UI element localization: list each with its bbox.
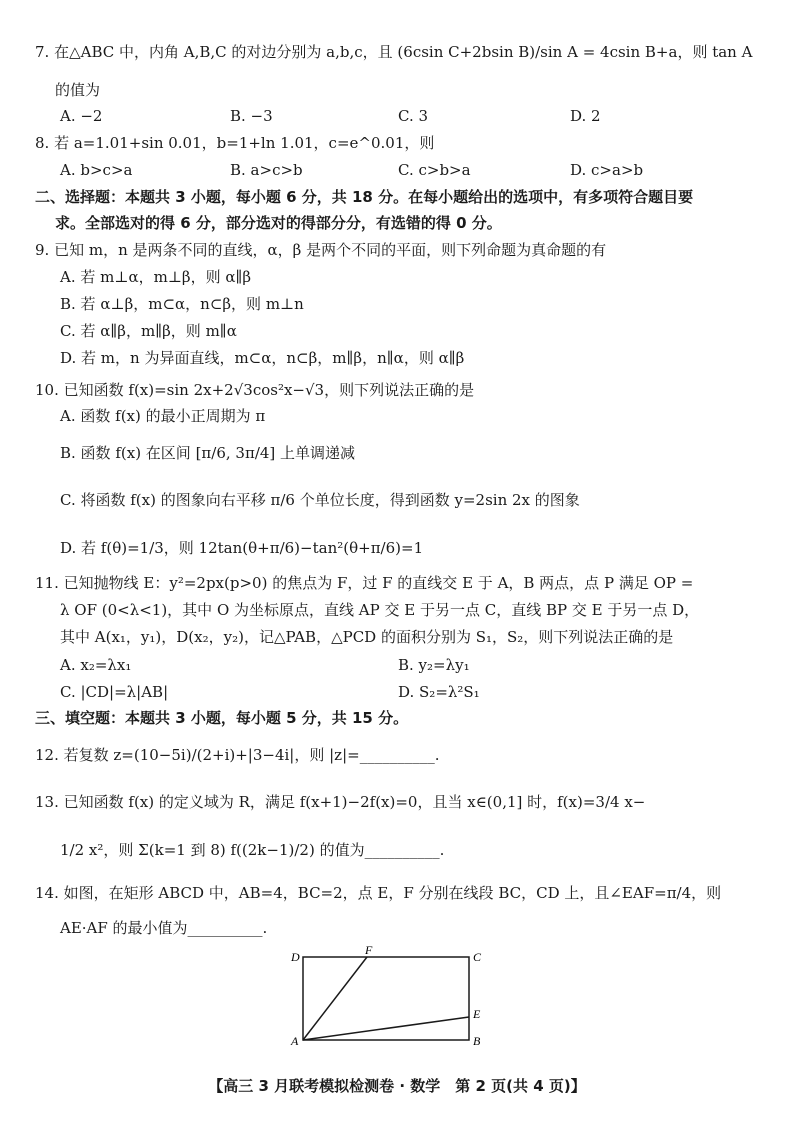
q12-line1: 12. 若复数 z=(10−5i)/(2+i)+|3−4i|，则 |z|=__________. [35,746,440,764]
q7-option-a: A. −2 [60,107,103,125]
label-a: A [291,1034,299,1048]
q14-rectangle-figure [285,945,505,1055]
q8-option-b: B. a>c>b [230,161,303,179]
q11-line1: 11. 已知抛物线 E：y²=2px(p>0) 的焦点为 F，过 F 的直线交 E 于 A，B 两点，点 P 满足 OP = [35,574,694,592]
q11-line3: 其中 A(x₁，y₁)，D(x₂，y₂)，记△PAB，△PCD 的面积分别为 S₁，S₂，则下列说法正确的是 [60,628,674,646]
q11-line2: λ OF (0<λ<1)，其中 O 为坐标原点，直线 AP 交 E 于另一点 C，直线 BP 交 E 于另一点 D， [60,601,700,619]
q11-option-a: A. x₂=λx₁ [60,656,132,674]
q14-line2: AE·AF 的最小值为__________. [60,919,268,937]
q7-option-c: C. 3 [398,107,429,125]
q10-option-d: D. 若 f(θ)=1/3，则 12tan(θ+π/6)−tan²(θ+π/6)=1 [60,539,424,557]
q8-option-d: D. c>a>b [570,161,644,179]
q7-line2: 的值为 [55,81,101,99]
q7-line1: 7. 在△ABC 中，内角 A,B,C 的对边分别为 a,b,c，且 (6csin C+2bsin B)/sin A = 4csin B+a，则 tan A [35,43,753,61]
q11-option-d: D. S₂=λ²S₁ [398,683,480,701]
label-b: B [473,1034,481,1048]
q10-stem: 10. 已知函数 f(x)=sin 2x+2√3cos²x−√3，则下列说法正确的是 [35,381,475,399]
segment-af [303,957,367,1040]
page-footer: 【高三 3 月联考模拟检测卷 · 数学 第 2 页(共 4 页)】 [208,1077,586,1095]
q7-option-b: B. −3 [230,107,273,125]
q14-line1: 14. 如图，在矩形 ABCD 中，AB=4，BC=2，点 E，F 分别在线段 BC，CD 上，且∠EAF=π/4，则 [35,884,722,902]
q8-line1: 8. 若 a=1.01+sin 0.01，b=1+ln 1.01，c=e^0.01，则 [35,134,435,152]
label-f: F [365,945,373,957]
section2-heading-line2: 求。全部选对的得 6 分，部分选对的得部分分，有选错的得 0 分。 [55,214,502,232]
q13-line2: 1/2 x²，则 Σ(k=1 到 8) f((2k−1)/2) 的值为__________. [60,841,445,859]
q11-option-c: C. |CD|=λ|AB| [60,683,169,701]
q8-option-c: C. c>b>a [398,161,471,179]
q9-stem: 9. 已知 m，n 是两条不同的直线，α，β 是两个不同的平面，则下列命题为真命题的有 [35,241,607,259]
q10-option-b: B. 函数 f(x) 在区间 [π/6, 3π/4] 上单调递减 [60,444,356,462]
section2-heading-line1: 二、选择题：本题共 3 小题，每小题 6 分，共 18 分。在每小题给出的选项中，有多项符合题目要 [35,188,694,206]
section3-heading: 三、填空题：本题共 3 小题，每小题 5 分，共 15 分。 [35,709,409,727]
q9-option-b: B. 若 α⊥β，m⊂α，n⊂β，则 m⊥n [60,295,304,313]
q9-option-a: A. 若 m⊥α，m⊥β，则 α∥β [60,268,252,286]
q11-option-b: B. y₂=λy₁ [398,656,470,674]
q7-option-d: D. 2 [570,107,601,125]
q8-option-a: A. b>c>a [60,161,133,179]
q10-option-c: C. 将函数 f(x) 的图象向右平移 π/6 个单位长度，得到函数 y=2sin 2x 的图象 [60,491,580,509]
label-d: D [291,950,300,964]
label-e: E [473,1007,481,1021]
q13-line1: 13. 已知函数 f(x) 的定义域为 R，满足 f(x+1)−2f(x)=0，且当 x∈(0,1] 时，f(x)=3/4 x− [35,793,646,811]
q9-option-c: C. 若 α∥β，m∥β，则 m∥α [60,322,237,340]
label-c: C [473,950,482,964]
segment-ae [303,1017,469,1040]
q9-option-d: D. 若 m，n 为异面直线，m⊂α，n⊂β，m∥β，n∥α，则 α∥β [60,349,465,367]
rectangle-abcd [303,957,469,1040]
q10-option-a: A. 函数 f(x) 的最小正周期为 π [60,407,266,425]
